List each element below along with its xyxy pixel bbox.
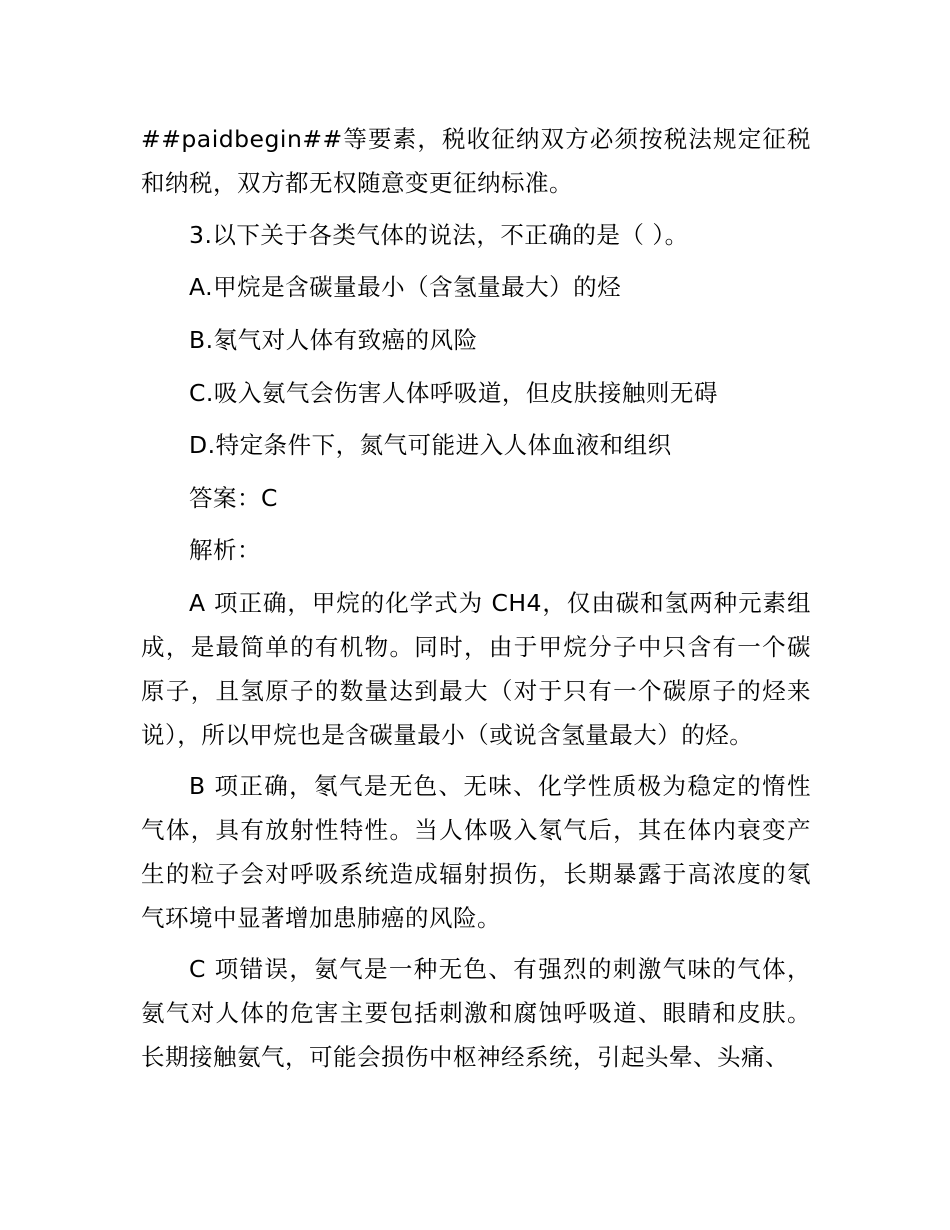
explanation-c: C 项错误，氨气是一种无色、有强烈的刺激气味的气体，氨气对人体的危害主要包括刺激和腐蚀呼吸道、眼睛和皮肤。长期接触氨气，可能会损伤中枢神经系统，引起头晕、头痛、 (141, 955, 811, 1071)
option-a: A.甲烷是含碳量最小（含氢量最大）的烃 (189, 273, 622, 301)
explanation-a: A 项正确，甲烷的化学式为 CH4，仅由碳和氢两种元素组成，是最简单的有机物。同时，由于甲烷分子中只含有一个碳原子，且氢原子的数量达到最大（对于只有一个碳原子的烃来说），所以甲烷也是含碳量最小（或说含氢量最大）的烃。 (141, 589, 811, 749)
analysis-heading: 解析： (189, 536, 261, 564)
question-3: 3.以下关于各类气体的说法，不正确的是（ ）。 (189, 221, 689, 249)
option-b: B.氡气对人体有致癌的风险 (189, 326, 478, 354)
explanation-b: B 项正确，氡气是无色、无味、化学性质极为稳定的惰性气体，具有放射性特性。当人体吸入氡气后，其在体内衰变产生的粒子会对呼吸系统造成辐射损伤，长期暴露于高浓度的氡气环境中显著增加患肺癌的风险。 (141, 772, 811, 932)
answer: 答案：C (189, 484, 278, 512)
option-d: D.特定条件下，氮气可能进入人体血液和组织 (189, 431, 672, 459)
option-c: C.吸入氨气会伤害人体呼吸道，但皮肤接触则无碍 (189, 379, 718, 407)
paragraph-intro: ##paidbegin##等要素，税收征纳双方必须按税法规定征税和纳税，双方都无权随意变更征纳标准。 (141, 125, 811, 197)
